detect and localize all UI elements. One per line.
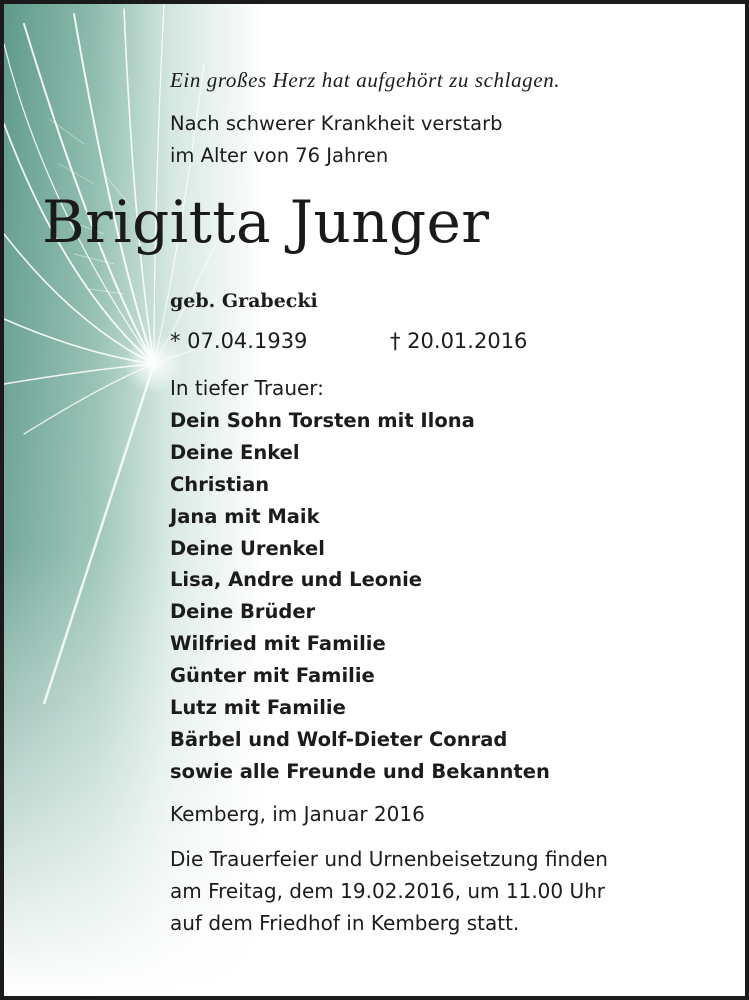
mourner-line: Deine Brüder [170,600,316,623]
birth-name: geb. Grabecki [170,290,318,312]
mourner-line: Christian [170,473,270,496]
place-and-date: Kemberg, im Januar 2016 [170,802,425,826]
mourners-heading: In tiefer Trauer: [170,376,324,400]
funeral-info-line-2: am Freitag, dem 19.02.2016, um 11.00 Uhr [170,879,606,903]
mourner-line: Deine Enkel [170,441,300,464]
mourner-line: Lutz mit Familie [170,696,346,719]
intro-line-1: Nach schwerer Krankheit verstarb [170,112,503,135]
mourner-line: Jana mit Maik [170,505,320,528]
death-date: † 20.01.2016 [390,329,528,353]
mourner-line: Lisa, Andre und Leonie [170,568,422,591]
deceased-name: Brigitta Junger [42,188,490,256]
mourner-line: Deine Urenkel [170,537,325,560]
mourner-line: Günter mit Familie [170,664,375,687]
motto: Ein großes Herz hat aufgehört zu schlagen. [170,68,561,92]
birth-date: * 07.04.1939 [170,329,308,353]
mourner-line: Wilfried mit Familie [170,632,386,655]
mourner-line: sowie alle Freunde und Bekannten [170,760,550,783]
intro-line-2: im Alter von 76 Jahren [170,144,389,167]
funeral-info-line-1: Die Trauerfeier und Urnenbeisetzung finden [170,847,608,871]
mourner-line: Bärbel und Wolf-Dieter Conrad [170,728,508,751]
mourner-line: Dein Sohn Torsten mit Ilona [170,409,475,432]
funeral-info-line-3: auf dem Friedhof in Kemberg statt. [170,911,520,935]
